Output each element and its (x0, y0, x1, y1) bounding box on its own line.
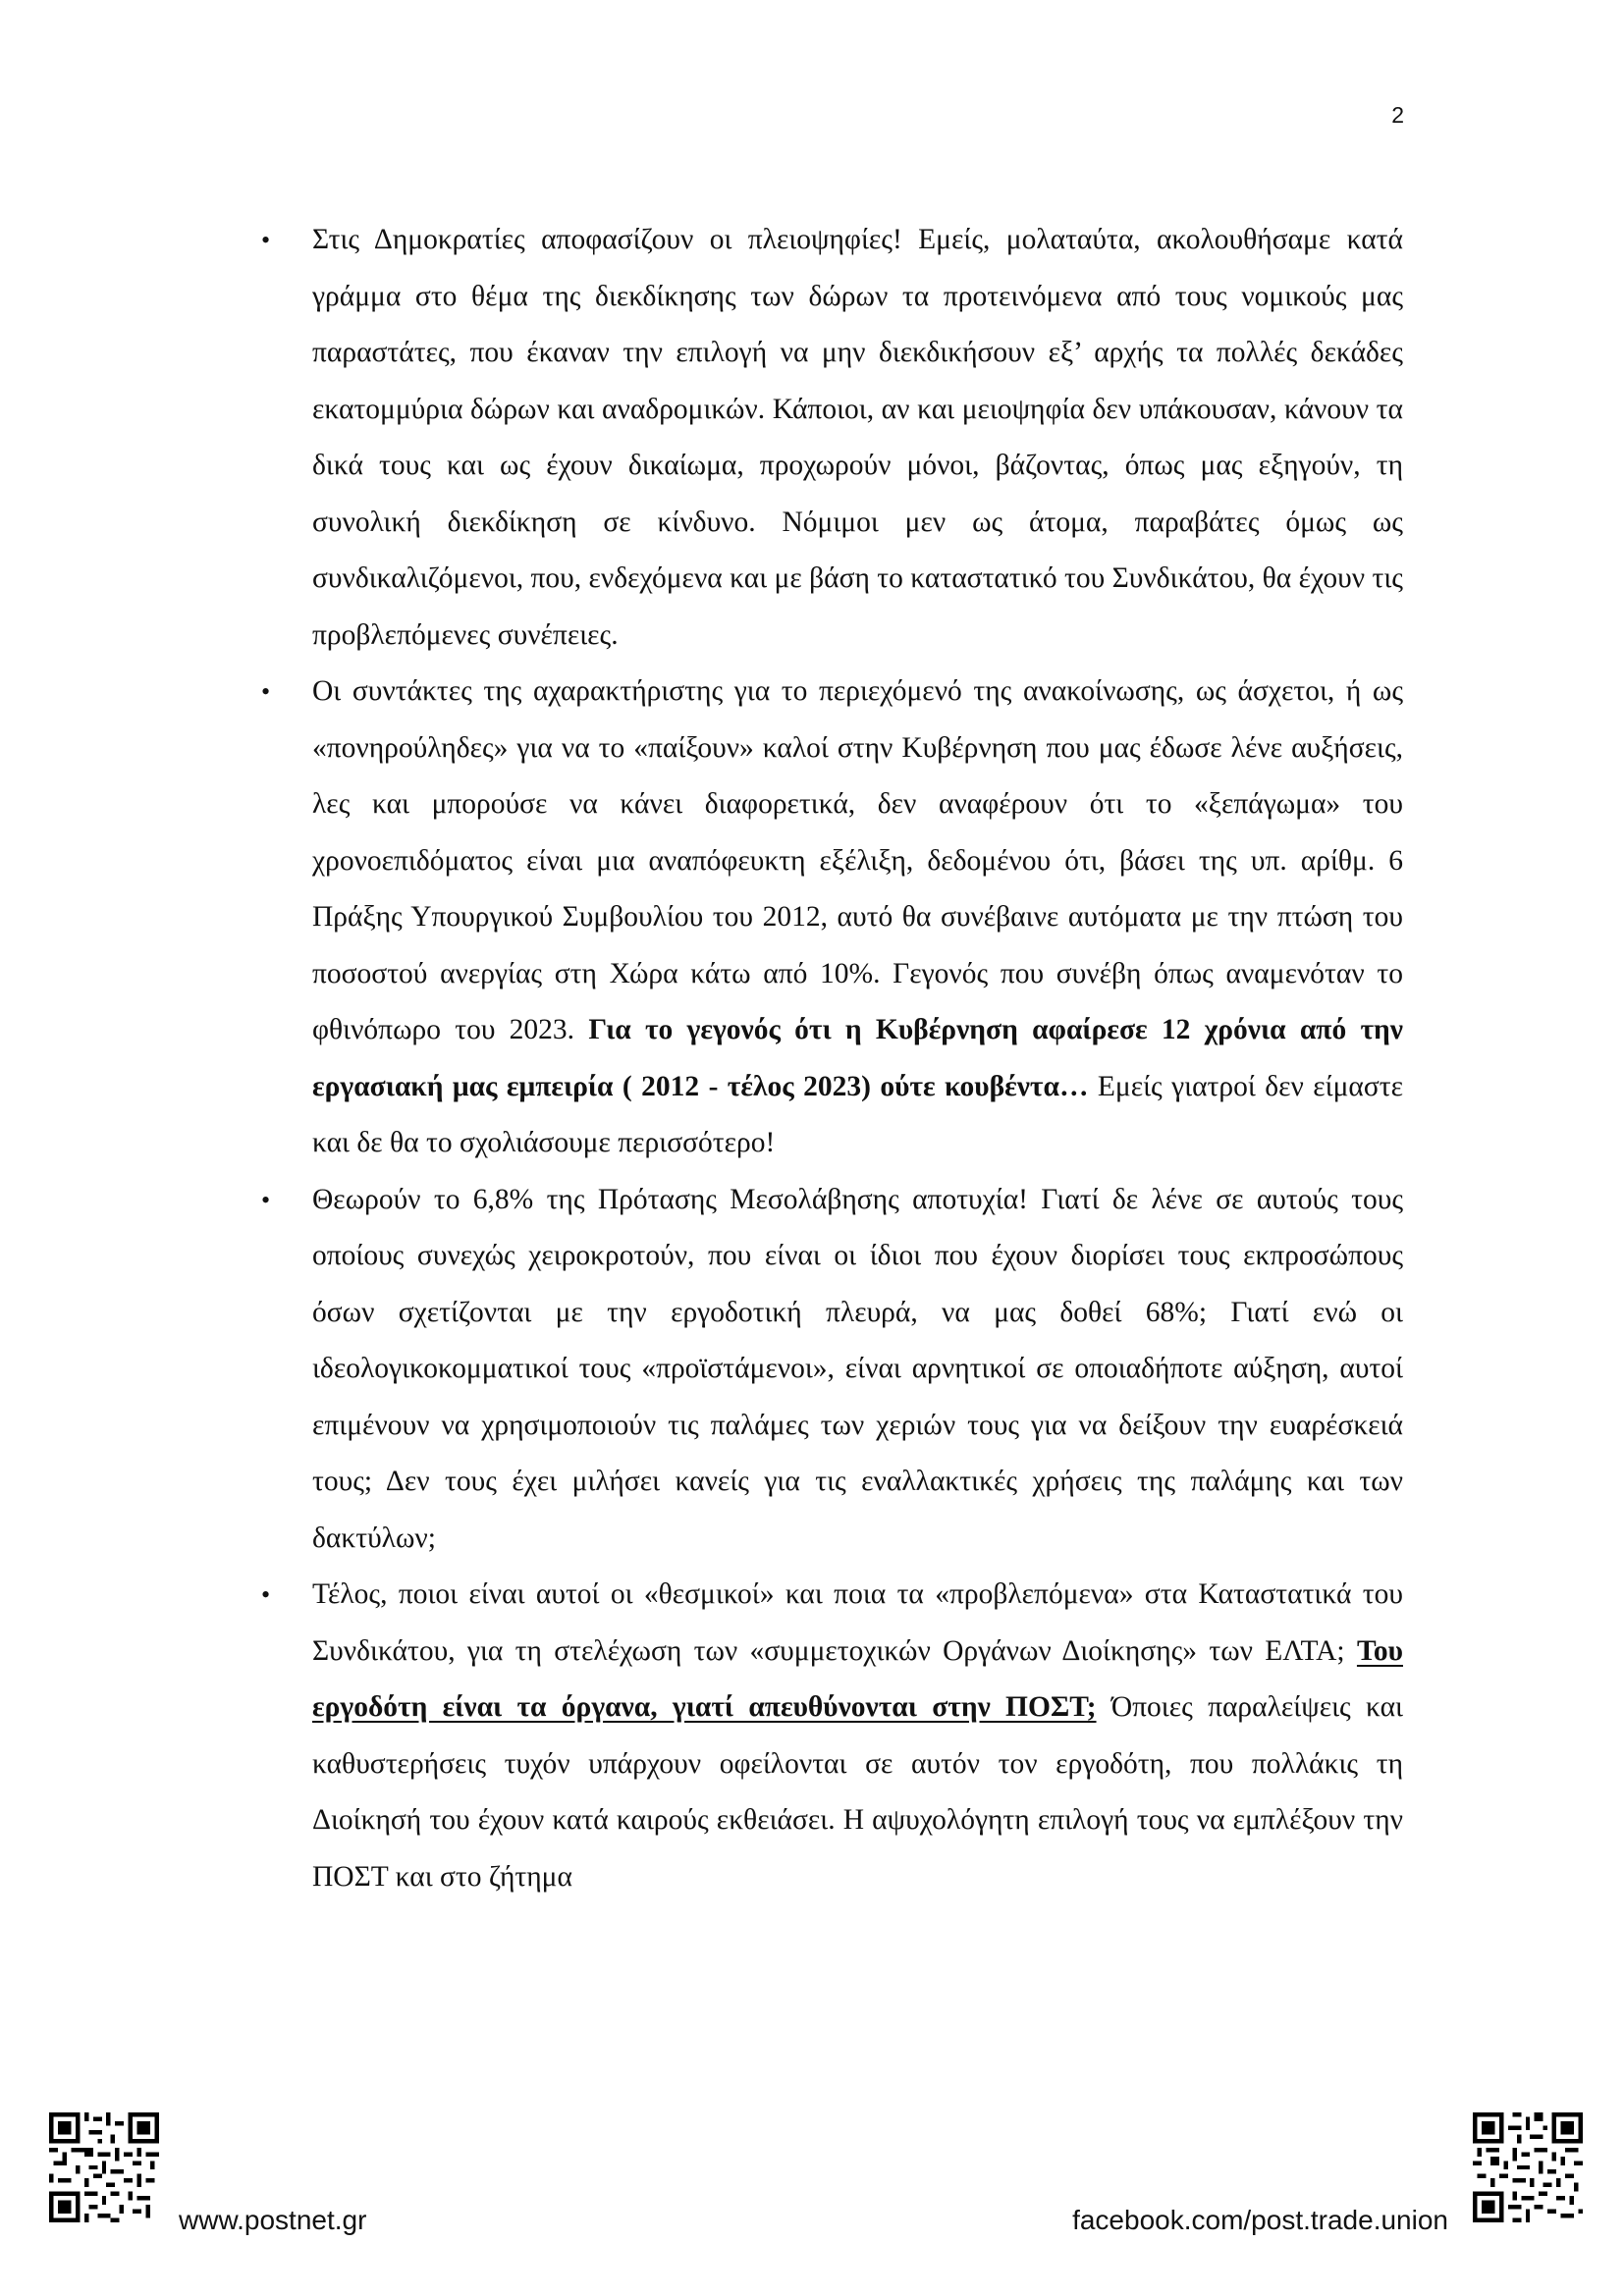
qr-code-icon (49, 2112, 159, 2222)
paragraph-text: Τέλος, ποιοι είναι αυτοί οι «θεσμικοί» και ποια τα «προβλεπόμενα» στα Καταστατικά του Συνδικάτου, για τη στελέχωση των «συμμετοχικών Οργάνων Διοίκησης» των ΕΛΤΑ; (312, 1578, 1403, 1667)
paragraph-text: Εμείς γιατροί δεν είμαστε και δε θα το σχολιάσουμε περισσότερο! (312, 1070, 1403, 1158)
bullet-item (260, 212, 1403, 664)
bullet-list (260, 212, 1403, 1905)
page-number: 2 (1391, 102, 1404, 128)
bold-statement: Για το γεγονός ότι η Κυβέρνηση αφαίρεσε 12 χρόνια από την εργασιακή μας εμπειρία ( 2012 - τέλος 2023) ούτε κουβέντα… (312, 1014, 1403, 1102)
paragraph-text: Όποιες παραλείψεις και καθυστερήσεις τυχόν υπάρχουν οφείλονται σε αυτόν τον εργοδότη, που πολλάκις τη Διοίκησή του έχουν κατά καιρούς εκθειάσει. Η αψυχολόγητη επιλογή τους να εμπλέξουν την ΠΟΣΤ και στο ζήτημα (312, 1691, 1403, 1893)
paragraph-text: Θεωρούν το 6,8% της Πρότασης Μεσολάβησης αποτυχία! Γιατί δε λένε σε αυτούς τους οποίους συνεχώς χειροκροτούν, που είναι οι ίδιοι που έχουν διορίσει τους εκπροσώπους όσων σχετίζονται με την εργοδοτική πλευρά, να μας δοθεί 68%; Γιατί ενώ οι ιδεολογικοκομματικοί τους «προϊστάμενοι», είναι αρνητικοί σε οποιαδήποτε αύξηση, αυτοί επιμένουν να χρησιμοποιούν τις παλάμες των χεριών τους για να δείξουν την ευαρέσκειά τους; Δεν τους έχει μιλήσει κανείς για τις εναλλακτικές χρήσεις της παλάμης και των δακτύλων; (312, 1183, 1403, 1554)
bullet-item (260, 1567, 1403, 1905)
document-body (260, 212, 1403, 1905)
paragraph-text: Στις Δημοκρατίες αποφασίζουν οι πλειοψηφίες! Εμείς, μολαταύτα, ακολουθήσαμε κατά γράμμα στο θέμα της διεκδίκησης των δώρων τα προτεινόμενα από τους νομικούς μας παραστάτες, που έκαναν την επιλογή να μην διεκδικήσουν εξ’ αρχής τα πολλές δεκάδες εκατομμύρια δώρων και αναδρομικών. Κάποιοι, αν και μειοψηφία δεν υπάκουσαν, κάνουν τα δικά τους και ως έχουν δικαίωμα, προχωρούν μόνοι, βάζοντας, όπως μας εξηγούν, τη συνολική διεκδίκηση σε κίνδυνο. Νόμιμοι μεν ως άτομα, παραβάτες όμως ως συνδικαλιζόμενοι, που, ενδεχόμενα και με βάση το καταστατικό του Συνδικάτου, θα έχουν τις προβλεπόμενες συνέπειες. (312, 224, 1403, 651)
paragraph-text: Οι συντάκτες της αχαρακτήριστης για το περιεχόμενό της ανακοίνωσης, ως άσχετοι, ή ως «πονηρούληδες» για να το «παίξουν» καλοί στην Κυβέρνηση που μας έδωσε λένε αυξήσεις, λες και μπορούσε να κάνει διαφορετικά, δεν αναφέρουν ότι το «ξεπάγωμα» του χρονοεπιδόματος είναι μια αναπόφευκτη εξέλιξη, δεδομένου ότι, βάσει της υπ. αρίθμ. 6 Πράξης Υπουργικού Συμβουλίου του 2012, αυτό θα συνέβαινε αυτόματα με την πτώση του ποσοστού ανεργίας στη Χώρα κάτω από 10%. Γεγονός που συνέβη όπως αναμενόταν το φθινόπωρο του 2023. (312, 675, 1403, 1045)
website-link[interactable]: www.postnet.gr (179, 2205, 367, 2235)
qr-code-icon (1473, 2112, 1583, 2222)
facebook-link[interactable]: facebook.com/post.trade.union (1072, 2205, 1448, 2235)
bullet-item (260, 664, 1403, 1172)
bold-underlined-question: Του εργοδότη είναι τα όργανα, γιατί απευθύνονται στην ΠΟΣΤ; (312, 1634, 1403, 1723)
bullet-item (260, 1172, 1403, 1568)
